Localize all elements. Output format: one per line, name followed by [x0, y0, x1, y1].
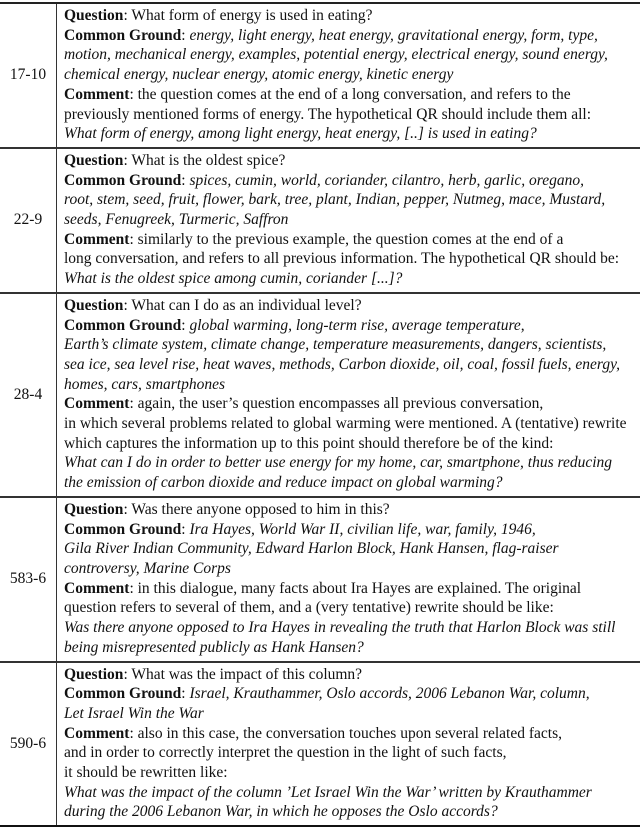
rewrite-line	[64, 124, 608, 144]
label-separator: :	[123, 296, 132, 314]
common-ground-text: sea ice, sea level rise, heat waves, methods, Carbon dioxide, oil, coal, fossil fuels, energy,	[64, 355, 621, 373]
comment-line	[64, 434, 627, 454]
common-ground-text: Gila River Indian Community, Edward Harlon Block, Hank Hansen, flag-raiser	[64, 540, 559, 558]
table-row	[0, 149, 640, 294]
question-text: Was there anyone opposed to him in this?	[131, 500, 390, 518]
common-ground-line	[64, 559, 615, 579]
comment-line	[64, 414, 627, 434]
common-ground-text: homes, cars, smartphones	[64, 375, 226, 393]
question-line	[64, 500, 615, 520]
rewrite-text: the emission of carbon dioxide and reduce impact on global warming?	[64, 474, 503, 492]
comment-line	[64, 724, 592, 744]
comment-text: and in order to correctly interpret the question in the light of such facts,	[64, 744, 507, 762]
question-text: What is the oldest spice?	[131, 151, 286, 169]
comment-text: similarly to the previous example, the question comes at the end of a	[137, 230, 564, 248]
common-ground-text: global warming, long-term rise, average temperature,	[189, 316, 525, 334]
common-ground-text: root, stem, seed, fruit, flower, bark, tree, plant, Indian, pepper, Nutmeg, mace, Mustard,	[64, 191, 606, 209]
label-separator: :	[123, 665, 132, 683]
comment-line	[64, 743, 592, 763]
question-line	[64, 296, 627, 316]
example-content	[57, 498, 615, 661]
rewrite-line	[64, 783, 592, 803]
table-row	[0, 294, 640, 498]
label-separator: :	[181, 316, 190, 334]
example-content	[57, 294, 627, 496]
common-ground-line	[64, 704, 592, 724]
label-separator: :	[181, 520, 190, 538]
label-separator: :	[181, 26, 190, 44]
comment-text: again, the user’s question encompasses all previous conversation,	[137, 395, 544, 413]
comment-line	[64, 579, 615, 599]
common-ground-label: Common Ground	[64, 171, 182, 189]
comment-text: it should be rewritten like:	[64, 764, 228, 782]
common-ground-line	[64, 335, 627, 355]
table-caption-cut-off	[0, 826, 640, 836]
common-ground-text: energy, light energy, heat energy, gravitational energy, form, type,	[189, 26, 598, 44]
common-ground-label: Common Ground	[64, 520, 182, 538]
comment-line	[64, 394, 627, 414]
comment-text: the question comes at the end of a long conversation, and refers to the	[137, 85, 571, 103]
rewrite-text: Was there anyone opposed to Ira Hayes in revealing the truth that Harlon Block was still	[64, 619, 616, 637]
label-separator: :	[181, 685, 190, 703]
rewrite-line	[64, 473, 627, 493]
question-text: What can I do as an individual level?	[131, 296, 362, 314]
rewrite-text: What was the impact of the column ’Let Israel Win the War’ written by Krauthammer	[64, 783, 592, 801]
rewrite-text: during the 2006 Lebanon War, in which he opposes the Oslo accords?	[64, 803, 498, 821]
comment-text: previously mentioned forms of energy. The hypothetical QR should include them all:	[64, 105, 592, 123]
common-ground-text: Ira Hayes, World War II, civilian life, war, family, 1946,	[189, 520, 536, 538]
example-id: 17-10	[0, 4, 57, 147]
common-ground-label: Common Ground	[64, 26, 182, 44]
common-ground-line	[64, 26, 608, 46]
rewrite-line	[64, 638, 615, 658]
label-separator: :	[129, 395, 138, 413]
comment-line	[64, 105, 608, 125]
comment-label: Comment	[64, 85, 130, 103]
comment-label: Comment	[64, 395, 130, 413]
question-line	[64, 6, 608, 26]
example-id: 583-6	[0, 498, 57, 661]
common-ground-text: Let Israel Win the War	[64, 704, 204, 722]
question-text: What was the impact of this column?	[131, 665, 363, 683]
comment-label: Comment	[64, 724, 130, 742]
common-ground-label: Common Ground	[64, 685, 182, 703]
label-separator: :	[181, 171, 190, 189]
comment-line	[64, 230, 619, 250]
common-ground-text: chemical energy, nuclear energy, atomic energy, kinetic energy	[64, 66, 454, 84]
comment-line	[64, 249, 619, 269]
rewrite-text: being misrepresented publicly as Hank Hansen?	[64, 638, 364, 656]
common-ground-line	[64, 171, 619, 191]
question-label: Question	[64, 7, 124, 24]
common-ground-text: controversy, Marine Corps	[64, 559, 231, 577]
question-label: Question	[64, 296, 124, 314]
common-ground-text: Israel, Krauthammer, Oslo accords, 2006 Lebanon War, column,	[189, 685, 590, 703]
comment-text: long conversation, and refers to all previous information. The hypothetical QR should be:	[64, 250, 620, 268]
label-separator: :	[129, 579, 138, 597]
common-ground-line	[64, 520, 615, 540]
example-id: 590-6	[0, 663, 57, 826]
label-separator: :	[129, 724, 138, 742]
question-label: Question	[64, 665, 124, 683]
common-ground-line	[64, 210, 619, 230]
rewrite-line	[64, 802, 592, 822]
common-ground-line	[64, 375, 627, 395]
rewrite-text: What is the oldest spice among cumin, coriander [...]?	[64, 270, 403, 288]
comment-label: Comment	[64, 579, 130, 597]
common-ground-line	[64, 65, 608, 85]
common-ground-text: spices, cumin, world, coriander, cilantro, herb, garlic, oregano,	[189, 171, 584, 189]
table-row	[0, 4, 640, 149]
question-line	[64, 665, 592, 685]
question-label: Question	[64, 500, 124, 518]
common-ground-line	[64, 45, 608, 65]
common-ground-text: Earth’s climate system, climate change, temperature measurements, dangers, scientists,	[64, 336, 607, 354]
common-ground-line	[64, 316, 627, 336]
example-content	[57, 149, 619, 292]
label-separator: :	[123, 7, 132, 24]
common-ground-line	[64, 684, 592, 704]
question-text: What form of energy is used in eating?	[131, 7, 373, 24]
example-id: 28-4	[0, 294, 57, 496]
common-ground-text: motion, mechanical energy, examples, potential energy, electrical energy, sound energy,	[64, 46, 608, 64]
rewrite-text: What form of energy, among light energy, heat energy, [..] is used in eating?	[64, 125, 537, 143]
examples-table	[0, 2, 640, 827]
comment-label: Comment	[64, 230, 130, 248]
rewrite-text: What can I do in order to better use energy for my home, car, smartphone, thus reducing	[64, 454, 613, 472]
common-ground-line	[64, 539, 615, 559]
comment-text: which captures the information up to this point should therefore be of the kind:	[64, 434, 554, 452]
label-separator: :	[123, 500, 132, 518]
rewrite-line	[64, 453, 627, 473]
comment-line	[64, 85, 608, 105]
comment-text: in this dialogue, many facts about Ira Hayes are explained. The original	[137, 579, 582, 597]
table-row	[0, 498, 640, 663]
question-line	[64, 151, 619, 171]
rewrite-line	[64, 618, 615, 638]
comment-text: question refers to several of them, and a (very tentative) rewrite should be like:	[64, 599, 554, 617]
comment-line	[64, 763, 592, 783]
table-row	[0, 663, 640, 828]
example-id: 22-9	[0, 149, 57, 292]
question-label: Question	[64, 151, 124, 169]
comment-text: in which several problems related to global warming were mentioned. A (tentative) rewrite	[64, 415, 627, 433]
comment-text: also in this case, the conversation touches upon several related facts,	[137, 724, 563, 742]
example-content	[57, 663, 592, 826]
common-ground-label: Common Ground	[64, 316, 182, 334]
rewrite-line	[64, 269, 619, 289]
label-separator: :	[129, 85, 138, 103]
common-ground-line	[64, 355, 627, 375]
label-separator: :	[123, 151, 132, 169]
common-ground-line	[64, 190, 619, 210]
comment-line	[64, 598, 615, 618]
common-ground-text: seeds, Fenugreek, Turmeric, Saffron	[64, 211, 289, 229]
example-content	[57, 4, 608, 147]
label-separator: :	[129, 230, 138, 248]
